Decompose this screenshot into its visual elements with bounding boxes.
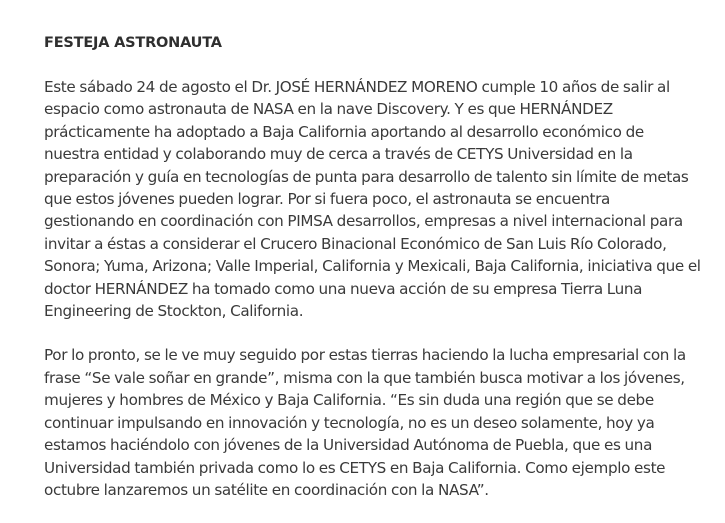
article-paragraph-2 [44,344,720,501]
paragraph-line: octubre lanzaremos un satélite en coordinación con la NASA”. [44,480,489,499]
article-heading: FESTEJA ASTRONAUTA [44,35,222,51]
article [44,32,720,523]
paragraph-line: espacio como astronauta de NASA en la nave Discovery. Y es que HERNÁNDEZ [44,100,613,119]
paragraph-line: continuar impulsando en innovación y tecnología, no es un deseo solamente, hoy ya [44,413,655,432]
paragraph-line: preparación y guía en tecnologías de punta para desarrollo de talento sin límite de metas [44,167,689,186]
paragraph-line: que estos jóvenes pueden lograr. Por si fuera poco, el astronauta se encuentra [44,190,610,209]
paragraph-line: nuestra entidad y colaborando muy de cerca a través de CETYS Universidad en la [44,145,633,164]
paragraph-line: invitar a éstas a considerar el Crucero Binacional Económico de San Luis Río Colorado, [44,234,667,253]
paragraph-line: Sonora; Yuma, Arizona; Valle Imperial, California y Mexicali, Baja California, iniciativa que el [44,257,701,276]
paragraph-line: prácticamente ha adoptado a Baja California aportando al desarrollo económico de [44,122,644,141]
paragraph-line: Engineering de Stockton, California. [44,302,304,321]
paragraph-line: Este sábado 24 de agosto el Dr. JOSÉ HERNÁNDEZ MORENO cumple 10 años de salir al [44,78,670,96]
paragraph-line: gestionando en coordinación con PIMSA desarrollos, empresas a nivel internacional para [44,212,683,231]
paragraph-line: frase “Se vale soñar en grande”, misma con la que también busca motivar a los jóvenes, [44,368,685,387]
paragraph-line: Por lo pronto, se le ve muy seguido por estas tierras haciendo la lucha empresarial con la [44,346,686,365]
paragraph-line: mujeres y hombres de México y Baja California. “Es sin duda una región que se debe [44,391,654,410]
paragraph-line: doctor HERNÁNDEZ ha tomado como una nueva acción de su empresa Tierra Luna [44,279,643,298]
paragraph-line: Universidad también privada como lo es CETYS en Baja California. Como ejemplo este [44,458,666,477]
paragraph-line: estamos haciéndolo con jóvenes de la Universidad Autónoma de Puebla, que es una [44,436,653,455]
article-paragraph-1 [44,76,720,322]
